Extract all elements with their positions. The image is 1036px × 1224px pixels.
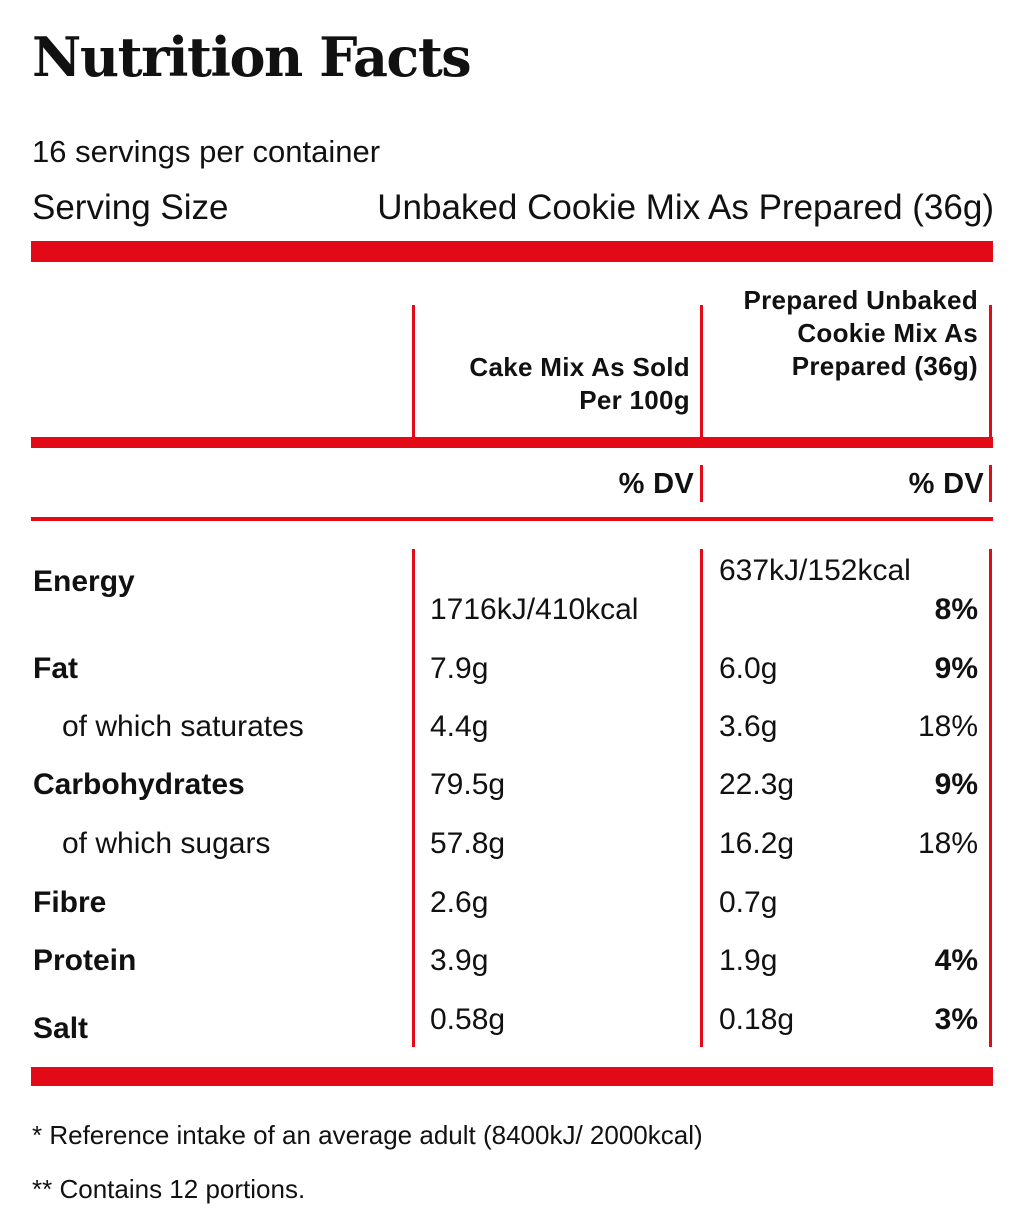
sugars-per100g: 57.8g: [430, 827, 506, 860]
saturates-per100g: 4.4g: [430, 710, 489, 743]
row-label-saturates: of which saturates: [62, 710, 304, 743]
dv-divider-1: [700, 465, 703, 502]
col1-header: Cake Mix As Sold Per 100g: [469, 352, 690, 415]
body-divider-2: [700, 549, 703, 1047]
saturates-prepared: 3.6g: [719, 710, 778, 743]
saturates-dv: 18%: [917, 710, 978, 743]
serving-size-value: Unbaked Cookie Mix As Prepared (36g): [377, 188, 994, 227]
row-label-energy: Energy: [33, 565, 135, 598]
row-label-sugars: of which sugars: [62, 827, 271, 860]
row-label-carbohydrates: Carbohydrates: [33, 768, 245, 801]
page-title: Nutrition Facts: [32, 25, 471, 89]
serving-size-label: Serving Size: [32, 188, 229, 227]
fat-dv: 9%: [934, 652, 978, 685]
dv-bottom-divider: [31, 517, 993, 521]
footnote-reference-intake: * Reference intake of an average adult (8400kJ/ 2000kcal): [32, 1120, 703, 1150]
protein-per100g: 3.9g: [430, 944, 489, 977]
salt-dv: 3%: [934, 1003, 978, 1036]
salt-prepared: 0.18g: [719, 1003, 795, 1036]
sugars-prepared: 16.2g: [719, 827, 795, 860]
carbohydrates-per100g: 79.5g: [430, 768, 506, 801]
row-label-fibre: Fibre: [33, 886, 107, 919]
carbohydrates-prepared: 22.3g: [719, 768, 795, 801]
fibre-per100g: 2.6g: [430, 886, 489, 919]
row-label-salt: Salt: [33, 1012, 89, 1045]
fat-prepared: 6.0g: [719, 652, 778, 685]
dv-divider-2: [989, 465, 992, 502]
fibre-prepared: 0.7g: [719, 886, 778, 919]
col2-dv-label: % DV: [908, 468, 984, 500]
header-divider-3: [989, 305, 992, 437]
fat-per100g: 7.9g: [430, 652, 489, 685]
sugars-dv: 18%: [917, 827, 978, 860]
col1-dv-label: % DV: [618, 468, 694, 500]
bottom-divider: [31, 1067, 993, 1086]
header-divider-2: [700, 305, 703, 437]
header-bottom-divider: [31, 437, 993, 448]
row-label-protein: Protein: [33, 944, 137, 977]
row-label-fat: Fat: [33, 652, 78, 685]
protein-dv: 4%: [934, 944, 978, 977]
footnote-portions: ** Contains 12 portions.: [32, 1174, 306, 1204]
body-divider-1: [412, 549, 415, 1047]
carbohydrates-dv: 9%: [934, 768, 978, 801]
header-divider-1: [412, 305, 415, 437]
energy-dv: 8%: [934, 593, 978, 626]
body-divider-3: [989, 549, 992, 1047]
servings-per-container: 16 servings per container: [32, 134, 381, 169]
salt-per100g: 0.58g: [430, 1003, 506, 1036]
col2-header: Prepared Unbaked Cookie Mix As Prepared (36g): [743, 285, 978, 381]
protein-prepared: 1.9g: [719, 944, 778, 977]
energy-prepared: 637kJ/152kcal: [719, 554, 911, 587]
energy-per100g: 1716kJ/410kcal: [430, 593, 639, 626]
top-divider: [31, 241, 993, 262]
